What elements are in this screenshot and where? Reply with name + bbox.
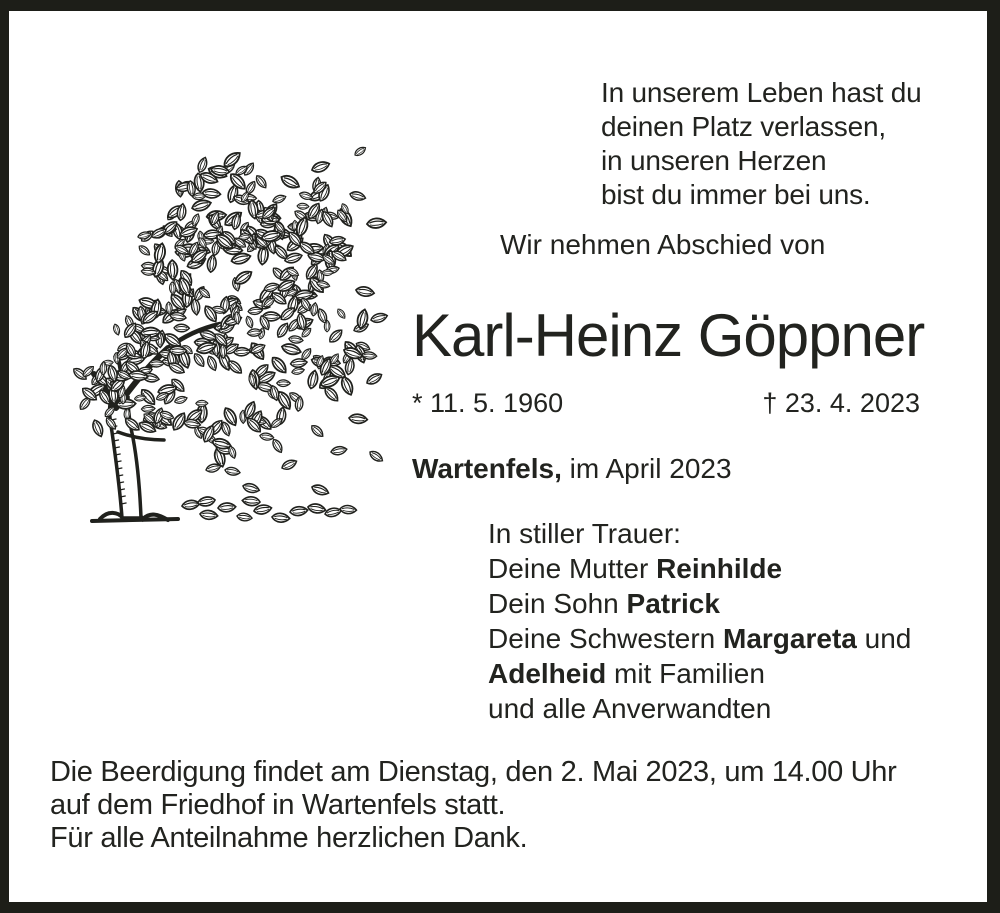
mourning-header: In stiller Trauer:	[488, 518, 681, 549]
text-line: Für alle Anteilnahme herzlichen Dank.	[50, 822, 528, 854]
place-date-line	[412, 453, 732, 485]
text-line: Die Beerdigung findet am Dienstag, den 2. Mai 2023, um 14.00 Uhr	[50, 756, 897, 788]
mourners-block	[488, 516, 911, 726]
death-date: † 23. 4. 2023	[762, 388, 920, 418]
text-line: Adelheid mit Familien	[488, 658, 765, 689]
mourner-lines	[488, 551, 911, 726]
text-line: auf dem Friedhof in Wartenfels statt.	[50, 789, 506, 821]
text-line: in unseren Herzen	[601, 145, 827, 176]
place: Wartenfels,	[412, 453, 570, 484]
place-date-rest: im April 2023	[569, 453, 732, 484]
text-line: In unserem Leben hast du	[601, 77, 922, 108]
life-dates	[412, 388, 920, 418]
funeral-info	[50, 756, 896, 855]
text-line: bist du immer bei uns.	[601, 179, 871, 210]
deceased-name: Karl-Heinz Göppner	[412, 302, 925, 369]
text-line: und alle Anverwandten	[488, 693, 772, 724]
birth-date: * 11. 5. 1960	[412, 388, 564, 418]
text-line: Deine Schwestern Margareta und	[488, 623, 912, 654]
text-line: Dein Sohn Patrick	[488, 588, 720, 619]
farewell-intro: Wir nehmen Abschied von	[500, 229, 826, 260]
text-line: deinen Platz verlassen,	[601, 111, 886, 142]
epitaph-verse	[601, 76, 922, 212]
text-line: Deine Mutter Reinhilde	[488, 553, 783, 584]
